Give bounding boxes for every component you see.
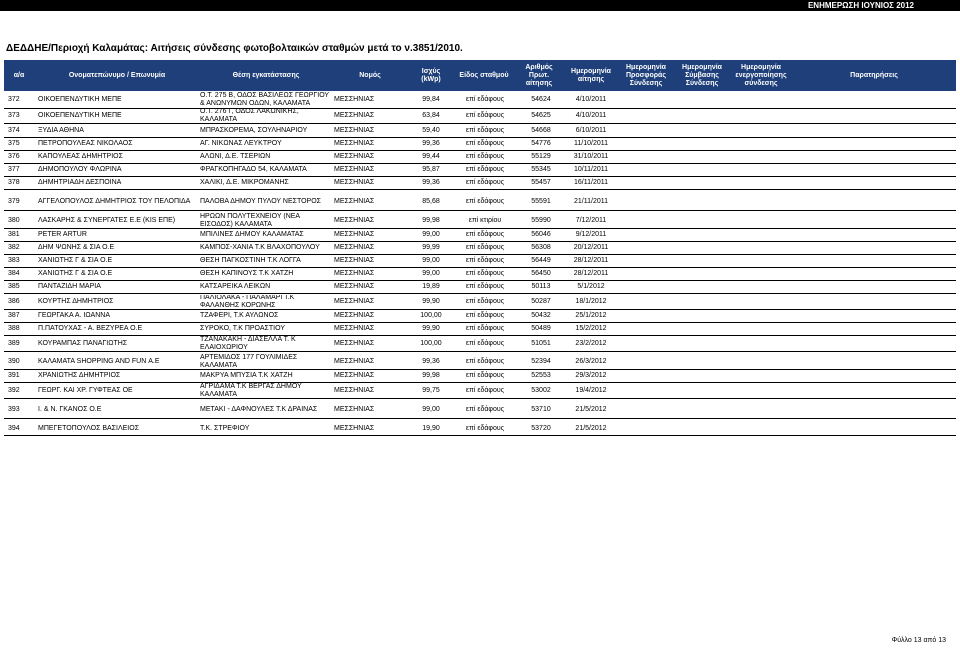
cell-power: 100,00	[420, 312, 442, 319]
cell-name: Ι. & Ν. ΓΚΑΝΟΣ Ο.Ε	[38, 405, 102, 413]
cell-site: ΜΑΚΡΥΑ ΜΠΥΣΙΑ Τ.Κ ΧΑΤΖΗ	[200, 372, 293, 379]
cell-name: ΚΟΥΡΤΗΣ ΔΗΜΗΤΡΙΟΣ	[38, 298, 114, 305]
cell-no: 374	[8, 127, 20, 134]
cell-type: επί εδάφους	[465, 231, 505, 238]
cell-date: 10/11/2011	[574, 166, 608, 173]
cell-no: 389	[8, 339, 20, 347]
col-header-no: α/α	[13, 71, 25, 79]
cell-protocol: 50432	[531, 312, 551, 319]
cell-site: ΦΡΑΓΚΟΠΗΓΑΔΟ 54, ΚΑΛΑΜΑΤΑ	[200, 166, 307, 173]
cell-name: ΔΗΜΗΤΡΙΑΔΗ ΔΕΣΠΟΙΝΑ	[38, 179, 122, 186]
col-header-site: Θέση εγκατάστασης	[232, 71, 300, 79]
document-title: ΔΕΔΔΗΕ/Περιοχή Καλαμάτας: Αιτήσεις σύνδεσης φωτοβολταικών σταθμών μετά το ν.3851/2010.	[6, 43, 463, 54]
cell-site: ΜΠΡΑΣΚΟΡΕΜΑ, ΣΟΥΛΗΝΑΡΙΟΥ	[200, 127, 308, 134]
cell-date: 5/1/2012	[577, 283, 605, 290]
cell-prefecture: ΜΕΣΣΗΝΙΑΣ	[334, 357, 375, 365]
cell-no: 388	[8, 325, 20, 332]
cell-site: ΠΑΛΟΒΑ ΔΗΜΟΥ ΠΥΛΟΥ ΝΕΣΤΟΡΟΣ	[200, 197, 322, 205]
top-bar	[0, 0, 960, 11]
cell-date: 4/10/2011	[575, 95, 607, 103]
table-row	[4, 109, 956, 124]
cell-date: 9/12/2011	[575, 231, 607, 238]
cell-prefecture: ΜΕΣΣΗΝΙΑΣ	[334, 166, 375, 173]
cell-no: 381	[8, 231, 20, 238]
table-row	[4, 213, 956, 229]
cell-prefecture: ΜΕΣΣΗΝΙΑΣ	[334, 95, 375, 103]
cell-protocol: 56449	[531, 257, 551, 264]
cell-name: ΧΡΑΝΙΩΤΗΣ ΔΗΜΗΤΡΙΟΣ	[38, 372, 121, 379]
cell-no: 392	[8, 386, 20, 394]
cell-power: 99,00	[422, 270, 440, 277]
cell-protocol: 52394	[531, 357, 551, 365]
cell-date: 18/1/2012	[575, 298, 607, 305]
cell-site: Ο.Τ. 275 Β, ΟΔΟΣ ΒΑΣΙΛΕΩΣ ΓΕΩΡΓΙΟΥ & ΑΝΩΝΥΜΩΝ ΟΔΩΝ, ΚΑΛΑΜΑΤΑ	[200, 91, 329, 107]
cell-type: επί εδάφους	[465, 112, 505, 119]
cell-name: PETER ARTUR	[38, 231, 87, 238]
cell-power: 99,90	[422, 325, 440, 332]
cell-type: επί εδάφους	[465, 372, 505, 379]
table-row	[4, 229, 956, 242]
cell-name: ΞΥΔΙΑ ΑΘΗΝΑ	[38, 127, 84, 134]
cell-site: ΧΑΛΙΚΙ, Δ.Ε. ΜΙΚΡΟΜΑΝΗΣ	[200, 179, 289, 186]
cell-protocol: 53710	[531, 405, 551, 413]
cell-protocol: 50287	[531, 298, 551, 305]
cell-date: 15/2/2012	[575, 325, 607, 332]
cell-name: ΠΕΤΡΟΠΟΥΛΕΑΣ ΝΙΚΟΛΑΟΣ	[38, 140, 133, 147]
table-row	[4, 242, 956, 255]
cell-no: 373	[8, 112, 20, 119]
cell-prefecture: ΜΕΣΣΗΝΙΑΣ	[334, 372, 375, 379]
cell-no: 379	[8, 197, 20, 205]
table-row	[4, 310, 956, 323]
cell-type: επί εδάφους	[465, 386, 505, 394]
cell-type: επί εδάφους	[465, 179, 505, 186]
table-row	[4, 193, 956, 211]
cell-protocol: 55345	[531, 166, 551, 173]
cell-date: 19/4/2012	[575, 386, 607, 394]
cell-date: 6/10/2011	[575, 127, 607, 134]
cell-type: επί εδάφους	[465, 197, 505, 205]
cell-protocol: 54624	[531, 95, 551, 103]
cell-protocol: 56308	[531, 244, 551, 251]
cell-site: ΘΕΣΗ ΠΑΓΚΟΣΤΙΝΗ Τ.Κ ΛΟΓΓΑ	[200, 257, 301, 264]
cell-name: ΧΑΝΙΩΤΗΣ Γ & ΣΙΑ Ο.Ε	[38, 257, 113, 264]
cell-protocol: 54625	[531, 112, 551, 119]
cell-site: ΜΠΙΛΙΝΕΣ ΔΗΜΟΥ ΚΑΛΑΜΑΤΑΣ	[200, 231, 304, 238]
cell-site: ΑΛΩΝΙ, Δ.Ε. ΤΣΕΡΙΩΝ	[200, 153, 271, 160]
table-row	[4, 91, 956, 109]
cell-prefecture: ΜΕΣΣΗΝΙΑΣ	[334, 270, 375, 277]
cell-site: ΘΕΣΗ ΚΑΠΙΝΟΥΣ Τ.Κ ΧΑΤΖΗ	[200, 270, 294, 277]
cell-protocol: 54668	[531, 127, 551, 134]
col-header-offer-date: Ημερομηνία Προσφοράς Σύνδεσης	[625, 63, 666, 87]
col-header-name: Ονοματεπώνυμο / Επωνυμία	[68, 71, 166, 79]
cell-site: ΠΑΛΙΟΛΑΚΑ - ΠΑΛΑΜΑΡΙ Τ.Κ ΦΑΛΑΝΘΗΣ ΚΟΡΩΝΗΣ	[200, 295, 295, 309]
cell-site: ΚΑΜΠΟΣ-ΧΑΝΙΑ Τ.Κ ΒΛΑΧΟΠΟΥΛΟΥ	[200, 244, 320, 251]
cell-power: 99,44	[422, 153, 440, 160]
cell-no: 380	[8, 216, 20, 224]
cell-name: ΛΑΣΚΑΡΗΣ & ΣΥΝΕΡΓΑΤΕΣ Ε.Ε (KIS ΕΠΕ)	[38, 216, 176, 224]
table-row	[4, 295, 956, 310]
cell-prefecture: ΜΕΣΣΗΝΙΑΣ	[334, 231, 375, 238]
cell-power: 99,98	[422, 216, 440, 224]
cell-power: 99,00	[422, 405, 440, 413]
cell-date: 20/12/2011	[573, 244, 609, 251]
cell-type: επί εδάφους	[465, 312, 505, 319]
table-row	[4, 125, 956, 138]
cell-type: επί εδάφους	[465, 140, 505, 147]
cell-power: 100,00	[420, 339, 442, 347]
cell-prefecture: ΜΕΣΣΗΝΙΑΣ	[334, 325, 375, 332]
cell-no: 372	[8, 95, 20, 103]
table-row	[4, 354, 956, 370]
cell-date: 21/11/2011	[574, 197, 608, 205]
cell-date: 29/3/2012	[575, 372, 607, 379]
cell-no: 394	[8, 425, 20, 432]
cell-power: 99,00	[422, 257, 440, 264]
cell-site: ΤΖΑΦΕΡΙ, Τ.Κ ΑΥΛΩΝΟΣ	[200, 312, 279, 319]
table-row	[4, 255, 956, 268]
cell-name: ΠΑΝΤΑΖΙΔΗ ΜΑΡΙΑ	[38, 283, 101, 290]
table-row	[4, 323, 956, 336]
col-header-prefecture: Νομός	[359, 71, 381, 79]
cell-no: 386	[8, 298, 20, 305]
cell-type: επί εδάφους	[465, 166, 505, 173]
update-label: ΕΝΗΜΕΡΩΣΗ ΙΟΥΝΙΟΣ 2012	[807, 1, 914, 10]
cell-prefecture: ΜΕΣΣΗΝΙΑΣ	[334, 140, 375, 147]
cell-prefecture: ΜΕΣΣΗΝΙΑΣ	[334, 112, 375, 119]
cell-date: 4/10/2011	[575, 112, 607, 119]
table-row	[4, 401, 956, 419]
cell-prefecture: ΜΕΣΣΗΝΙΑΣ	[334, 244, 375, 251]
table-row	[4, 177, 956, 190]
cell-prefecture: ΜΕΣΣΗΝΙΑΣ	[334, 197, 375, 205]
cell-protocol: 52553	[531, 372, 551, 379]
cell-date: 26/3/2012	[575, 357, 607, 365]
cell-no: 384	[8, 270, 20, 277]
cell-power: 99,36	[422, 140, 440, 147]
cell-protocol: 55457	[531, 179, 551, 186]
cell-no: 387	[8, 312, 20, 319]
cell-power: 99,00	[422, 231, 440, 238]
table-row	[4, 423, 956, 436]
cell-protocol: 56046	[531, 231, 551, 238]
cell-type: επί εδάφους	[465, 339, 505, 347]
cell-site: ΣΥΡΟΚΟ, Τ.Κ ΠΡΟΑΣΤΙΟΥ	[200, 325, 285, 332]
cell-date: 25/1/2012	[575, 312, 607, 319]
table-row	[4, 336, 956, 352]
cell-type: επί εδάφους	[465, 283, 505, 290]
cell-protocol: 54776	[531, 140, 551, 147]
cell-name: ΓΕΩΡΓ. ΚΑΙ ΧΡ. ΓΥΦΤΕΑΣ ΟΕ	[38, 386, 133, 394]
cell-no: 383	[8, 257, 20, 264]
cell-site: ΑΓΡΙΔΑΜΑ Τ.Κ ΒΕΡΓΑΣ ΔΗΜΟΥ ΚΑΛΑΜΑΤΑ	[200, 383, 302, 398]
col-header-date: Ημερομηνία αίτησης	[571, 67, 611, 83]
cell-power: 99,98	[422, 372, 440, 379]
table-body	[4, 91, 956, 436]
cell-date: 31/10/2011	[573, 153, 609, 160]
cell-name: ΟΙΚΟΕΠΕΝΔΥΤΙΚΗ ΜΕΠΕ	[38, 112, 122, 119]
cell-power: 85,68	[422, 197, 440, 205]
cell-power: 99,99	[422, 244, 440, 251]
cell-type: επί εδάφους	[465, 127, 505, 134]
cell-protocol: 55129	[531, 153, 551, 160]
cell-name: ΔΗΜ ΨΩΝΗΣ & ΣΙΑ Ο.Ε	[38, 244, 115, 251]
cell-type: επί εδάφους	[465, 153, 505, 160]
cell-type: επί εδάφους	[465, 405, 505, 413]
cell-site: Ο.Τ. 276 Γ, ΟΔΟΣ ΛΑΚΩΝΙΚΗΣ, ΚΑΛΑΜΑΤΑ	[200, 109, 299, 123]
cell-date: 16/11/2011	[574, 179, 608, 186]
col-header-activation-date: Ημερομηνία ενεργοποίησης σύνδεσης	[735, 63, 787, 87]
cell-name: ΜΠΕΓΕΤΟΠΟΥΛΟΣ ΒΑΣΙΛΕΙΟΣ	[38, 425, 140, 432]
page-footer: Φύλλο 13 από 13	[891, 637, 946, 644]
table-header	[4, 60, 956, 91]
cell-name: ΟΙΚΟΕΠΕΝΔΥΤΙΚΗ ΜΕΠΕ	[38, 95, 122, 103]
cell-name: ΔΗΜΟΠΟΥΛΟΥ ΦΛΩΡΙΝΑ	[38, 166, 122, 173]
cell-protocol: 51051	[531, 339, 551, 347]
cell-no: 393	[8, 405, 20, 413]
cell-name: ΚΟΥΡΑΜΠΑΣ ΠΑΝΑΓΙΩΤΗΣ	[38, 339, 128, 347]
cell-protocol: 55591	[531, 197, 551, 205]
cell-name: ΚΑΛΑΜΑΤΑ SHOPPING AND FUN Α.Ε	[38, 357, 160, 365]
cell-name: ΚΑΠΟΥΛΕΑΣ ΔΗΜΗΤΡΙΟΣ	[38, 153, 123, 160]
cell-type: επί εδάφους	[465, 270, 505, 277]
cell-type: επί εδάφους	[465, 298, 505, 305]
cell-no: 391	[8, 372, 20, 379]
cell-prefecture: ΜΕΣΣΗΝΙΑΣ	[334, 216, 375, 224]
table-row	[4, 268, 956, 281]
cell-prefecture: ΜΕΣΣΗΝΙΑΣ	[334, 386, 375, 394]
cell-prefecture: ΜΕΣΣΗΝΙΑΣ	[334, 298, 375, 305]
cell-date: 7/12/2011	[575, 216, 607, 224]
cell-no: 378	[8, 179, 20, 186]
cell-prefecture: ΜΕΣΣΗΝΙΑΣ	[334, 153, 375, 160]
cell-type: επί εδάφους	[465, 244, 505, 251]
cell-protocol: 56450	[531, 270, 551, 277]
cell-site: ΜΕΤΑΚΙ - ΔΑΦΝΟΥΛΕΣ Τ.Κ ΔΡΑΙΝΑΣ	[200, 405, 318, 413]
cell-power: 95,87	[422, 166, 440, 173]
cell-type: επί κτιρίου	[468, 216, 502, 224]
cell-power: 59,40	[422, 127, 440, 134]
cell-date: 28/12/2011	[573, 270, 609, 277]
cell-prefecture: ΜΕΣΣΗΝΙΑΣ	[334, 257, 375, 264]
cell-protocol: 50113	[531, 283, 551, 290]
cell-no: 377	[8, 166, 20, 173]
col-header-contract-date: Ημερομηνία Σύμβασης Σύνδεσης	[682, 63, 722, 87]
cell-power: 63,84	[422, 112, 440, 119]
cell-power: 99,36	[422, 179, 440, 186]
cell-no: 376	[8, 153, 20, 160]
cell-no: 390	[8, 357, 20, 365]
cell-prefecture: ΜΕΣΣΗΝΙΑΣ	[334, 179, 375, 186]
cell-prefecture: ΜΕΣΣΗΝΙΑΣ	[334, 312, 375, 319]
cell-protocol: 50489	[531, 325, 551, 332]
cell-site: ΑΓ. ΝΙΚΩΝΑΣ ΛΕΥΚΤΡΟΥ	[200, 140, 282, 147]
cell-date: 11/10/2011	[574, 140, 608, 147]
cell-protocol: 53002	[531, 386, 551, 394]
cell-name: ΓΕΩΡΓΑΚΑ Α. ΙΩΑΝΝΑ	[38, 312, 111, 319]
cell-name: ΧΑΝΙΩΤΗΣ Γ & ΣΙΑ Ο.Ε	[38, 270, 113, 277]
cell-date: 21/5/2012	[575, 425, 607, 432]
cell-prefecture: ΜΕΣΣΗΝΙΑΣ	[334, 425, 375, 432]
cell-prefecture: ΜΕΣΣΗΝΙΑΣ	[334, 405, 375, 413]
cell-type: επί εδάφους	[465, 325, 505, 332]
cell-power: 19,89	[422, 283, 440, 290]
col-header-type: Είδος σταθμού	[459, 71, 509, 79]
col-header-power: Ισχύς (kWp)	[421, 67, 441, 83]
cell-power: 99,75	[422, 386, 440, 394]
cell-protocol: 53720	[531, 425, 551, 432]
col-header-protocol: Αριθμός Πρωτ. αίτησης	[525, 63, 553, 87]
cell-prefecture: ΜΕΣΣΗΝΙΑΣ	[334, 283, 375, 290]
table-row	[4, 281, 956, 294]
cell-site: ΤΖΑΝΑΚΑΚΗ - ΔΙΑΣΕΛΛΑ Τ. Κ ΕΛΑΙΟΧΩΡΙΟΥ	[200, 336, 296, 351]
cell-date: 28/12/2011	[573, 257, 609, 264]
cell-site: ΗΡΩΩΝ ΠΟΛΥΤΕΧΝΕΙΟΥ (ΝΕΑ ΕΙΣΟΔΟΣ) ΚΑΛΑΜΑΤΑ	[200, 213, 300, 228]
cell-power: 19,90	[422, 425, 440, 432]
cell-power: 99,36	[422, 357, 440, 365]
cell-name: ΑΓΓΕΛΟΠΟΥΛΟΣ ΔΗΜΗΤΡΙΟΣ ΤΟΥ ΠΕΛΟΠΙΔΑ	[38, 197, 191, 205]
cell-power: 99,84	[422, 95, 440, 103]
cell-no: 382	[8, 244, 20, 251]
cell-protocol: 55990	[531, 216, 551, 224]
cell-date: 23/2/2012	[575, 339, 607, 347]
col-header-notes: Παρατηρήσεις	[850, 71, 898, 79]
cell-type: επί εδάφους	[465, 257, 505, 264]
table-row	[4, 370, 956, 383]
table-row	[4, 164, 956, 177]
table-row	[4, 151, 956, 164]
cell-no: 375	[8, 140, 20, 147]
cell-no: 385	[8, 283, 20, 290]
cell-power: 99,90	[422, 298, 440, 305]
cell-prefecture: ΜΕΣΣΗΝΙΑΣ	[334, 127, 375, 134]
table-row	[4, 138, 956, 151]
cell-type: επί εδάφους	[465, 95, 505, 103]
table-row	[4, 383, 956, 399]
cell-prefecture: ΜΕΣΣΗΝΙΑΣ	[334, 339, 375, 347]
cell-type: επί εδάφους	[465, 357, 505, 365]
cell-site: Τ.Κ. ΣΤΡΕΦΙΟΥ	[200, 425, 250, 432]
cell-type: επί εδάφους	[465, 425, 505, 432]
cell-date: 21/5/2012	[575, 405, 607, 413]
cell-site: ΚΑΤΣΑΡΕΙΚΑ ΛΕΙΚΩΝ	[200, 283, 271, 290]
cell-site: ΑΡΤΕΜΙΔΟΣ 177 ΓΟΥΛΙΜΙΔΕΣ ΚΑΛΑΜΑΤΑ	[200, 354, 298, 369]
cell-name: Π.ΠΑΤΟΥΧΑΣ - Α. ΒΕΖΥΡΕΑ Ο.Ε	[38, 325, 143, 332]
